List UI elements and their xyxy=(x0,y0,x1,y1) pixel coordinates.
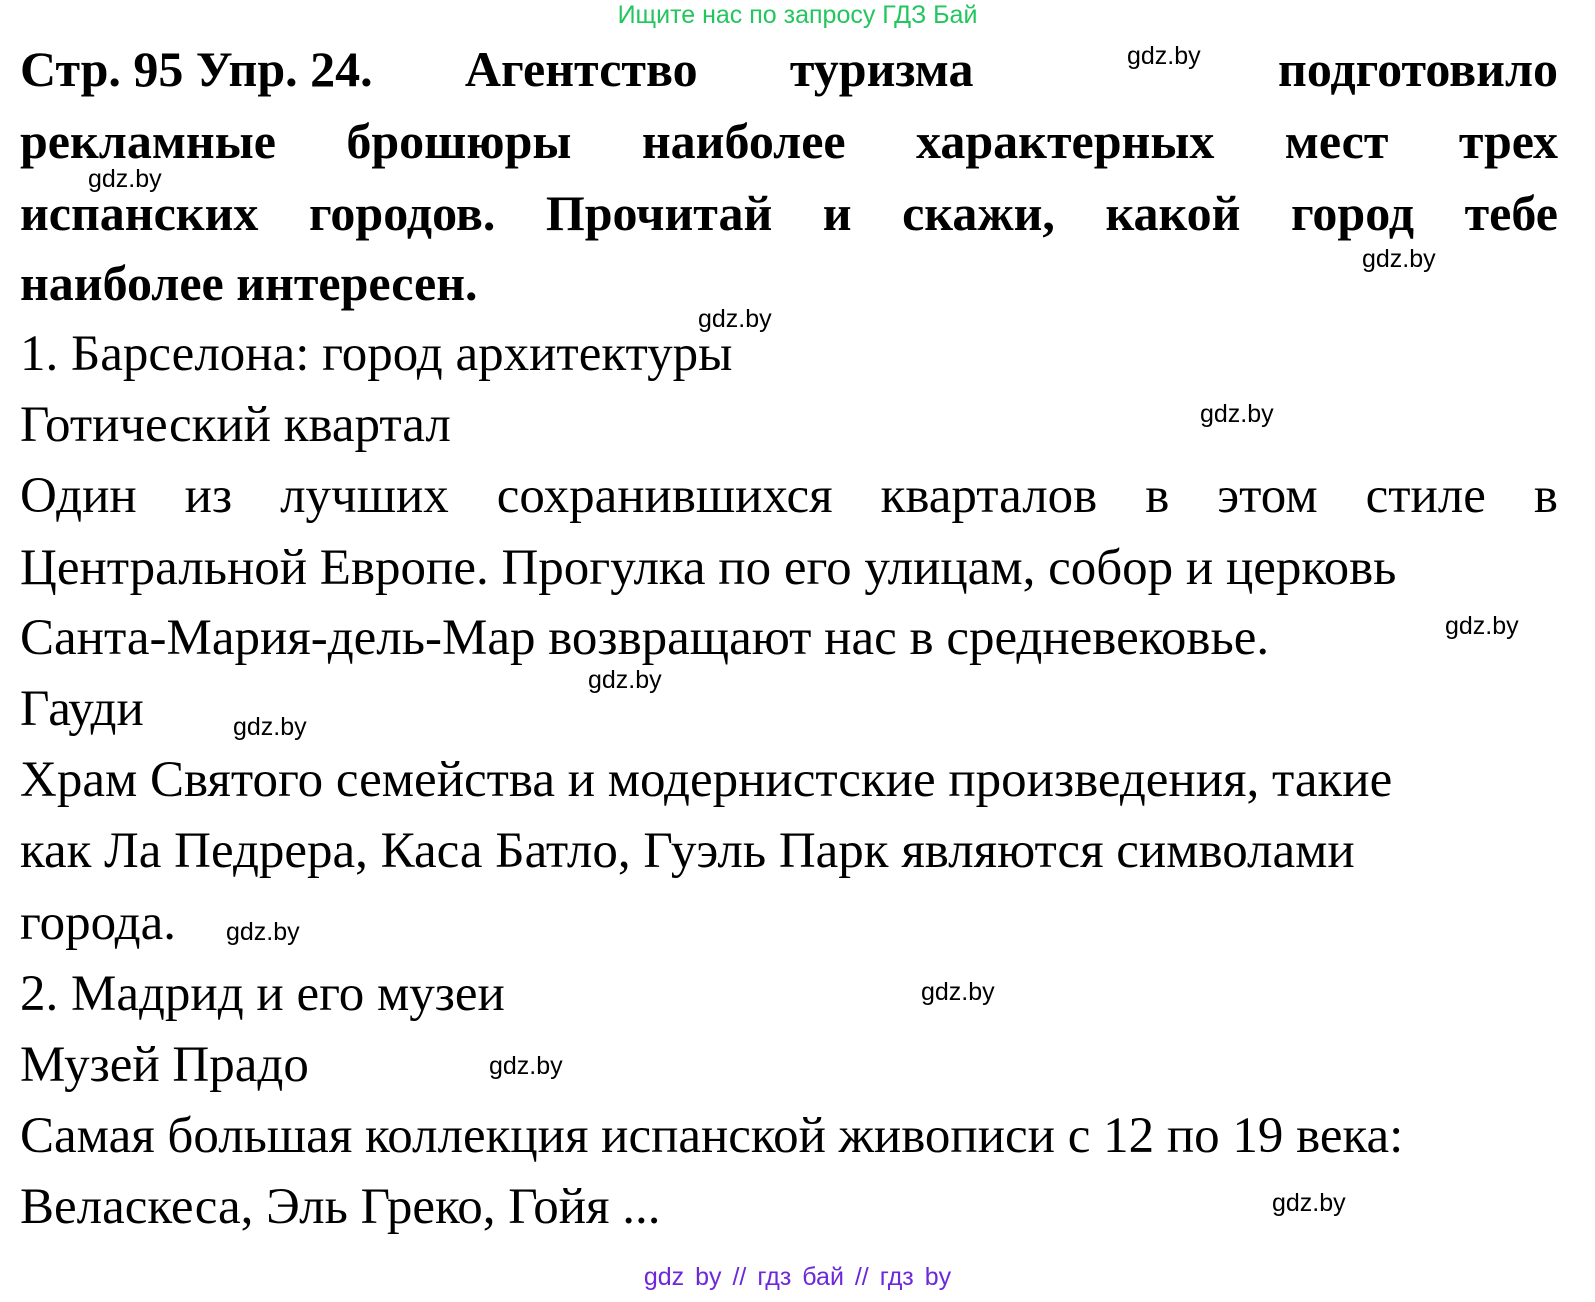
task-word: рекламные xyxy=(20,113,276,169)
watermark: gdz.by xyxy=(1127,42,1201,70)
gothic-word: кварталов xyxy=(880,468,1098,524)
prado-paragraph-line-1: Самая большая коллекция испанской живописи с 12 по 19 века: xyxy=(20,1108,1404,1164)
task-word: подготовило xyxy=(1278,41,1558,97)
gothic-word: Один xyxy=(20,468,137,524)
prado-title: Музей Прадо xyxy=(20,1037,309,1093)
task-word: характерных xyxy=(916,113,1215,169)
task-word: тебе xyxy=(1464,185,1558,241)
watermark: gdz.by xyxy=(698,305,772,333)
gaudi-title: Гауди xyxy=(20,681,144,737)
top-banner: Ищите нас по запросу ГДЗ Бай xyxy=(617,1,978,29)
gothic-word: стиле xyxy=(1365,468,1486,524)
barcelona-heading: 1. Барселона: город архитектуры xyxy=(20,326,733,382)
gothic-word: лучших xyxy=(280,468,449,524)
task-word: городов. xyxy=(308,185,496,241)
gothic-word: сохранившихся xyxy=(496,468,833,524)
gothic-word: в xyxy=(1533,468,1558,524)
watermark: gdz.by xyxy=(226,918,300,946)
gothic-paragraph-line-2: Центральной Европе. Прогулка по его улицам, собор и церковь xyxy=(20,540,1397,596)
gothic-word: этом xyxy=(1217,468,1318,524)
gothic-paragraph-line-3: Санта-Мария-дель-Мар возвращают нас в средневековье. xyxy=(20,610,1270,666)
task-word: и xyxy=(822,185,852,241)
task-word: наиболее xyxy=(641,113,846,169)
task-word: туризма xyxy=(789,41,974,97)
task-word: испанских xyxy=(20,185,259,241)
task-word: скажи, xyxy=(902,185,1055,241)
watermark: gdz.by xyxy=(588,666,662,694)
task-word: город xyxy=(1290,185,1415,241)
task-word: Агентство xyxy=(464,41,698,97)
task-word: Стр. 95 Упр. 24. xyxy=(20,41,373,97)
task-word: мест xyxy=(1284,113,1389,169)
task-line-3 xyxy=(20,185,1558,241)
task-line-2 xyxy=(20,113,1558,169)
prado-paragraph-line-2: Веласкеса, Эль Греко, Гойя ... xyxy=(20,1179,661,1235)
task-word: брошюры xyxy=(346,113,572,169)
gaudi-paragraph-line-3: города. xyxy=(20,895,177,951)
gothic-quarter-title: Готический квартал xyxy=(20,397,451,453)
task-word: какой xyxy=(1105,185,1241,241)
task-word: трех xyxy=(1458,113,1558,169)
gothic-paragraph-line-1 xyxy=(20,468,1558,524)
gaudi-paragraph-line-2: как Ла Педрера, Каса Батло, Гуэль Парк являются символами xyxy=(20,823,1355,879)
task-line-4: наиболее интересен. xyxy=(20,255,478,311)
watermark: gdz.by xyxy=(489,1052,563,1080)
footer-links: gdz by // гдз бай // гдз by xyxy=(643,1263,952,1291)
watermark: gdz.by xyxy=(1200,400,1274,428)
gothic-word: из xyxy=(184,468,233,524)
watermark: gdz.by xyxy=(1362,245,1436,273)
watermark: gdz.by xyxy=(1272,1189,1346,1217)
task-word: Прочитай xyxy=(545,185,773,241)
watermark: gdz.by xyxy=(233,713,307,741)
task-line-1 xyxy=(20,41,1558,97)
madrid-heading: 2. Мадрид и его музеи xyxy=(20,966,505,1022)
watermark: gdz.by xyxy=(1445,612,1519,640)
watermark: gdz.by xyxy=(921,978,995,1006)
watermark: gdz.by xyxy=(88,165,162,193)
gothic-word: в xyxy=(1145,468,1170,524)
gaudi-paragraph-line-1: Храм Святого семейства и модернистские произведения, такие xyxy=(20,752,1393,808)
